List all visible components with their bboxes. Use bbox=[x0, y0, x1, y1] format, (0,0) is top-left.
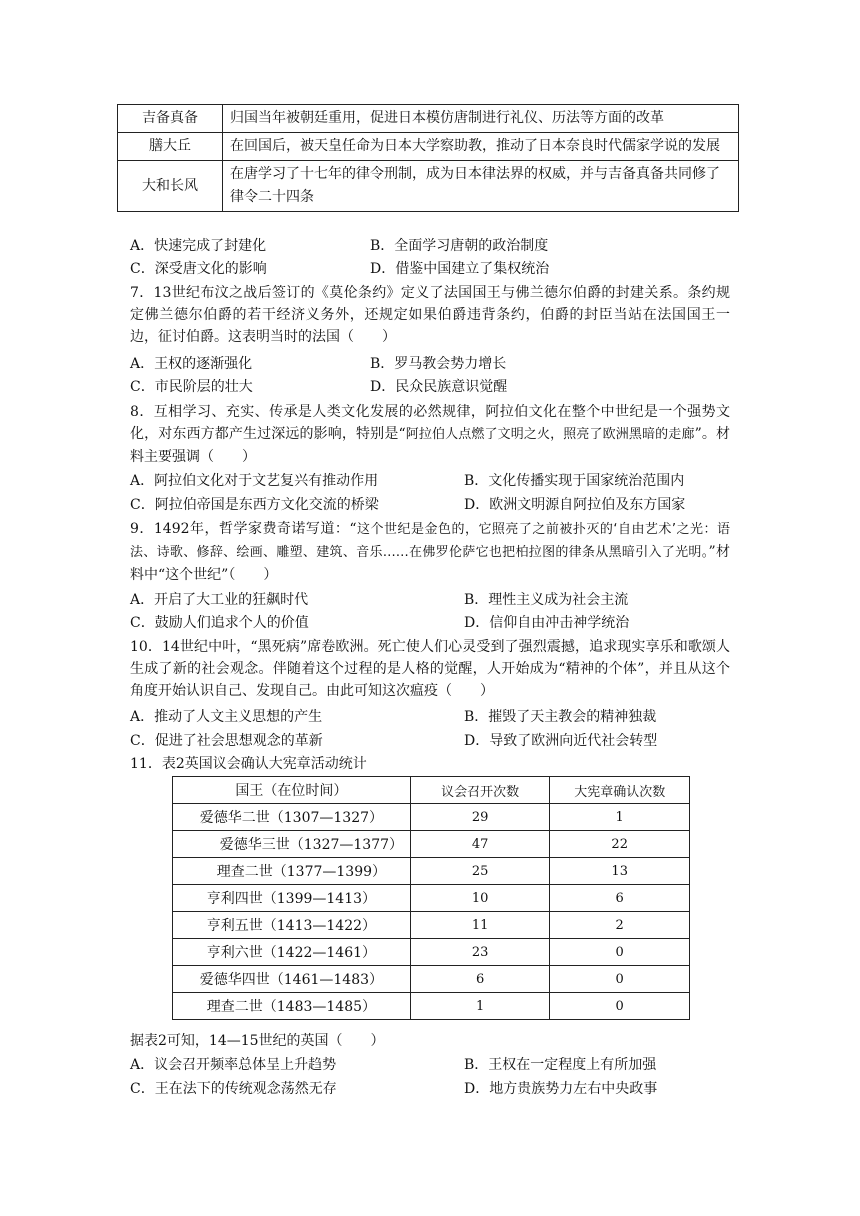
q10-option-d: D．导致了欧洲向近代社会转型 bbox=[464, 733, 658, 749]
king-cell: 亨利六世（1422—1461） bbox=[173, 939, 411, 966]
q7-option-c: C．市民阶层的壮大 bbox=[130, 379, 253, 395]
q11-stem: 据表2可知，14—15世纪的英国（ ） bbox=[130, 1033, 385, 1049]
q10-option-c: C．促进了社会思想观念的革新 bbox=[130, 733, 323, 749]
king-cell: 理查二世（1377—1399） bbox=[173, 858, 411, 885]
q8-quote: 阿拉伯人点燃了文明之火，照亮了欧洲黑暗的走廊 bbox=[405, 427, 695, 442]
q9-option-c: C．鼓励人们追求个人的价值 bbox=[130, 615, 309, 631]
q9-stem-start: 9．1492年，哲学家费奇诺写道：“ bbox=[130, 521, 357, 537]
king-cell: 亨利五世（1413—1422） bbox=[173, 912, 411, 939]
table-row bbox=[173, 885, 690, 912]
table-row bbox=[173, 993, 690, 1020]
q10-option-a: A．推动了人文主义思想的产生 bbox=[130, 709, 323, 725]
q11-title: 11．表2英国议会确认大宪章活动统计 bbox=[130, 756, 367, 772]
q7-option-b: B．罗马教会势力增长 bbox=[370, 356, 507, 372]
q9-option-b: B．理性主义成为社会主流 bbox=[464, 592, 629, 608]
table-row bbox=[173, 966, 690, 993]
king-cell: 爱德华二世（1307—1327） bbox=[173, 804, 411, 831]
parliament-count: 47 bbox=[410, 831, 550, 858]
parliament-table bbox=[172, 776, 690, 1020]
header-charter: 大宪章确认次数 bbox=[550, 777, 690, 804]
king-cell: 亨利四世（1399—1413） bbox=[173, 885, 411, 912]
envoy-name: 大和长风 bbox=[118, 161, 223, 212]
table-row bbox=[173, 831, 690, 858]
q9-option-a: A．开启了大工业的狂飙时代 bbox=[130, 592, 309, 608]
q7-option-d: D．民众民族意识觉醒 bbox=[370, 379, 508, 395]
q11-option-a: A．议会召开频率总体呈上升趋势 bbox=[130, 1057, 337, 1073]
envoy-desc: 归国当年被朝廷重用，促进日本模仿唐制进行礼仪、历法等方面的改革 bbox=[223, 105, 739, 133]
parliament-count: 25 bbox=[410, 858, 550, 885]
charter-count: 0 bbox=[550, 939, 690, 966]
envoy-name: 膳大丘 bbox=[118, 133, 223, 161]
table-row bbox=[173, 939, 690, 966]
table-row bbox=[173, 858, 690, 885]
q10-option-b: B．摧毁了天主教会的精神独裁 bbox=[464, 709, 657, 725]
charter-count: 0 bbox=[550, 966, 690, 993]
q6-option-d: D．借鉴中国建立了集权统治 bbox=[370, 261, 550, 277]
charter-count: 0 bbox=[550, 993, 690, 1020]
envoy-desc: 在唐学习了十七年的律令刑制，成为日本律法界的权威，并与吉备真备共同修了律令二十四条 bbox=[223, 161, 739, 212]
q9-stem bbox=[130, 518, 730, 586]
q8-stem-end: ”。材料主要强调（ ） bbox=[130, 426, 730, 465]
q8-option-a: A．阿拉伯文化对于文艺复兴有推动作用 bbox=[130, 473, 379, 489]
table-row bbox=[173, 912, 690, 939]
q9-option-d: D．信仰自由冲击神学统治 bbox=[464, 615, 630, 631]
king-cell: 理查二世（1483—1485） bbox=[173, 993, 411, 1020]
charter-count: 13 bbox=[550, 858, 690, 885]
header-parliament: 议会召开次数 bbox=[410, 777, 550, 804]
q6-option-b: B．全面学习唐朝的政治制度 bbox=[370, 238, 549, 254]
q7-stem: 7．13世纪布汶之战后签订的《莫伦条约》定义了法国国王与佛兰德尔伯爵的封建关系。条约规定佛兰德尔伯爵的若干经济义务外，还规定如果伯爵违背条约，伯爵的封臣当站在法国国王一边，征讨伯爵。这表明当时的法国（ ） bbox=[130, 285, 730, 345]
envoy-desc: 在回国后，被天皇任命为日本大学察助教，推动了日本奈良时代儒家学说的发展 bbox=[223, 133, 739, 161]
king-cell: 爱德华三世（1327—1377） bbox=[173, 831, 411, 858]
parliament-count: 10 bbox=[410, 885, 550, 912]
q10-stem: 10．14世纪中叶，“黑死病”席卷欧洲。死亡使人们心灵受到了强烈震撼，追求现实享乐和歌颂人生成了新的社会观念。伴随着这个过程的是人格的觉醒，人开始成为“精神的个体”，并且从这个角度开始认识自己、发现自己。由此可知这次瘟疫（ ） bbox=[130, 639, 730, 699]
q8-stem-start: 8．互相学习、充实、传承是人类文化发展的必然规律，阿拉伯文化在整个中世纪是一个强势文化，对东西方都产生过深远的影响，特别是“ bbox=[130, 404, 730, 442]
q9-quote: 这个世纪是金色的，它照亮了之前被扑灭的‘自由艺术’之光：语法、诗歌、修辞、绘画、雕塑、建筑、音乐……在佛罗伦萨它也把柏拉图的律条从黑暗引入了光明。 bbox=[130, 522, 730, 560]
parliament-count: 29 bbox=[410, 804, 550, 831]
table-header-row bbox=[173, 777, 690, 804]
q8-option-b: B．文化传播实现于国家统治范围内 bbox=[464, 473, 685, 489]
charter-count: 2 bbox=[550, 912, 690, 939]
q9-stem-end: ”材料中“这个世纪”（ ） bbox=[130, 544, 730, 583]
q7-option-a: A．王权的逐渐强化 bbox=[130, 356, 253, 372]
q6-option-a: A．快速完成了封建化 bbox=[130, 238, 267, 254]
king-cell: 爱德华四世（1461—1483） bbox=[173, 966, 411, 993]
q8-option-c: C．阿拉伯帝国是东西方文化交流的桥梁 bbox=[130, 497, 379, 513]
table-row bbox=[118, 105, 739, 133]
table-row bbox=[173, 804, 690, 831]
envoy-table bbox=[117, 104, 739, 212]
parliament-count: 23 bbox=[410, 939, 550, 966]
header-king: 国王（在位时间） bbox=[173, 777, 411, 804]
envoy-name: 吉备真备 bbox=[118, 105, 223, 133]
q11-option-b: B．王权在一定程度上有所加强 bbox=[464, 1057, 657, 1073]
q8-option-d: D．欧洲文明源自阿拉伯及东方国家 bbox=[464, 497, 686, 513]
q8-stem bbox=[130, 401, 730, 468]
charter-count: 6 bbox=[550, 885, 690, 912]
table-row bbox=[118, 133, 739, 161]
parliament-count: 6 bbox=[410, 966, 550, 993]
q11-option-d: D．地方贵族势力左右中央政事 bbox=[464, 1081, 658, 1097]
charter-count: 1 bbox=[550, 804, 690, 831]
parliament-count: 1 bbox=[410, 993, 550, 1020]
table-row bbox=[118, 161, 739, 212]
parliament-count: 11 bbox=[410, 912, 550, 939]
charter-count: 22 bbox=[550, 831, 690, 858]
q11-option-c: C．王在法下的传统观念荡然无存 bbox=[130, 1081, 337, 1097]
q6-option-c: C．深受唐文化的影响 bbox=[130, 261, 267, 277]
